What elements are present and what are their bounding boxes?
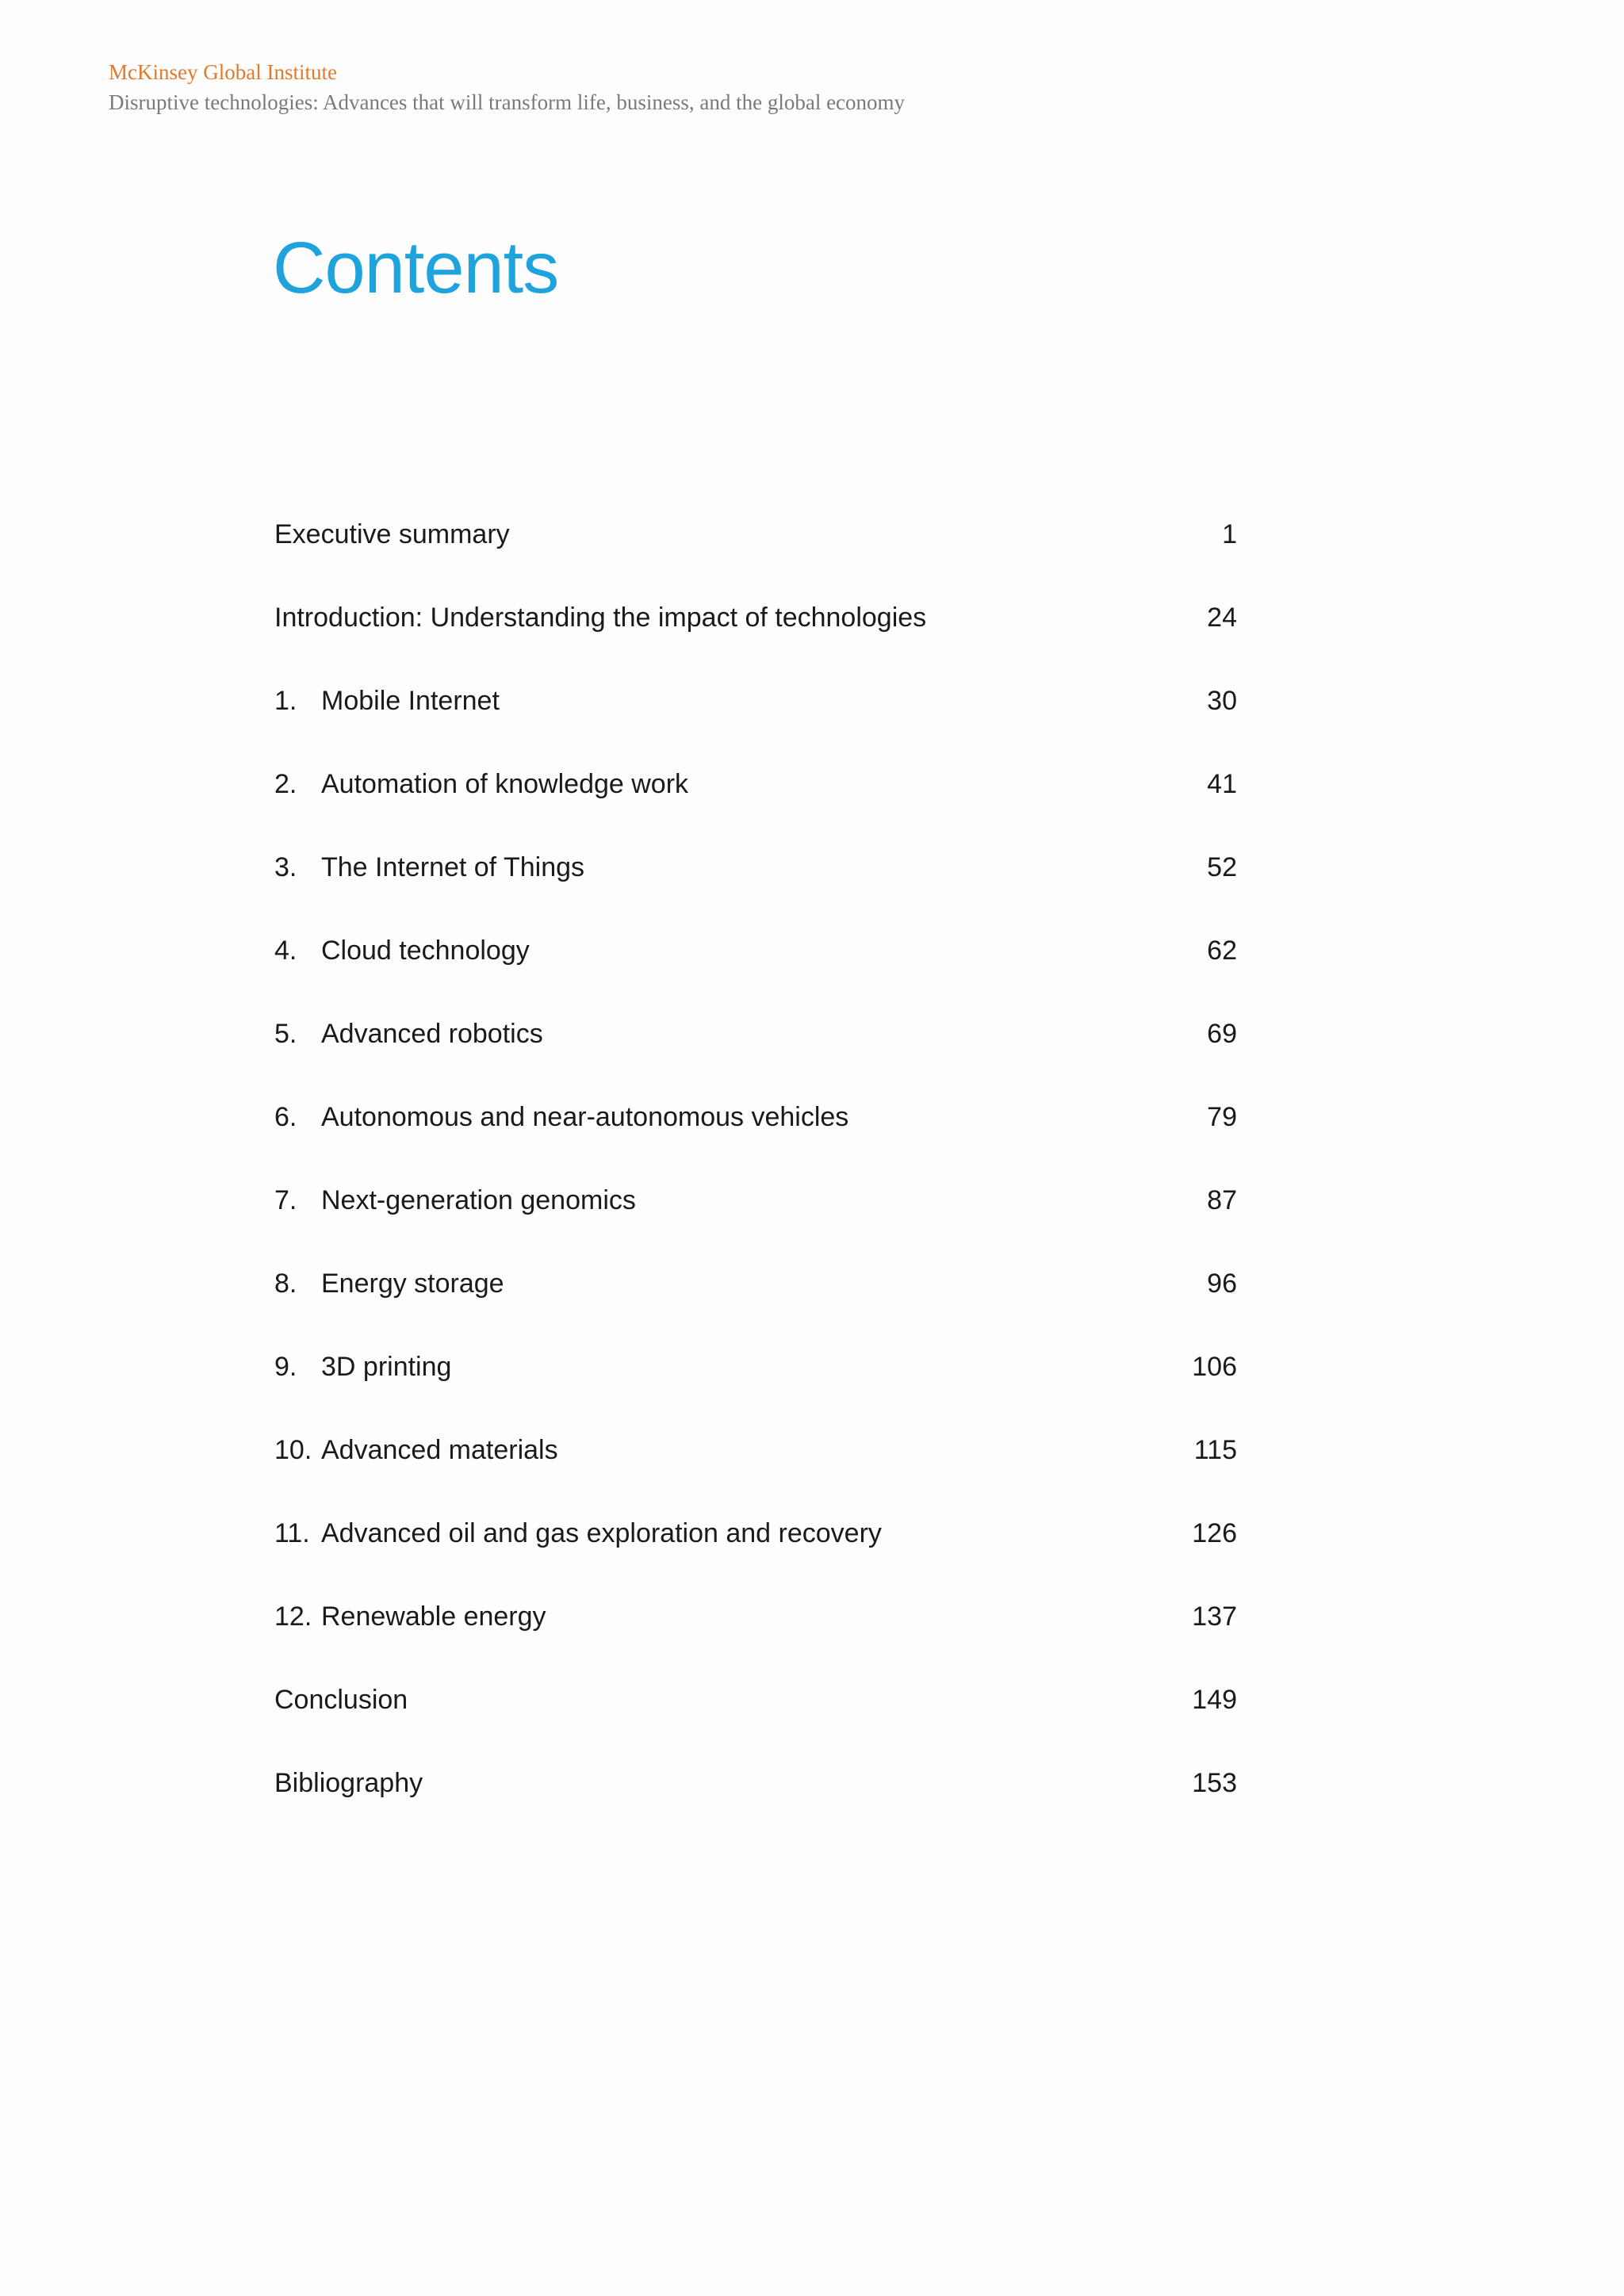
table-of-contents <box>274 507 1237 1839</box>
toc-page-number: 62 <box>1207 936 1237 966</box>
toc-chapter-number: 8. <box>274 1269 297 1299</box>
toc-entry-title: 3D printing <box>321 1352 452 1382</box>
toc-chapter-number: 6. <box>274 1102 297 1132</box>
toc-entry[interactable] <box>274 591 1237 674</box>
toc-page-number: 1 <box>1222 519 1237 549</box>
toc-page-number: 30 <box>1207 686 1237 716</box>
toc-entry[interactable] <box>274 757 1237 840</box>
toc-entry-title: Advanced materials <box>321 1435 558 1465</box>
toc-entry-title: Automation of knowledge work <box>321 769 689 799</box>
toc-entry[interactable] <box>274 507 1237 591</box>
toc-page-number: 79 <box>1207 1102 1237 1132</box>
toc-entry-title: Next-generation genomics <box>321 1185 636 1215</box>
toc-page-number: 115 <box>1193 1435 1237 1465</box>
toc-entry-title: Cloud technology <box>321 936 530 966</box>
toc-entry[interactable] <box>274 1257 1237 1340</box>
toc-page-number: 96 <box>1207 1269 1237 1299</box>
toc-page-number: 69 <box>1207 1019 1237 1049</box>
page-title: Contents <box>273 228 559 308</box>
toc-chapter-number: 2. <box>274 769 297 799</box>
toc-chapter-number: 9. <box>274 1352 297 1382</box>
toc-entry-title: Renewable energy <box>321 1601 546 1632</box>
toc-entry-title: Mobile Internet <box>321 686 500 716</box>
toc-entry-title: Conclusion <box>274 1685 408 1715</box>
toc-chapter-number: 10. <box>274 1435 312 1465</box>
toc-entry[interactable] <box>274 1173 1237 1257</box>
toc-entry-title: Introduction: Understanding the impact of technologies <box>274 603 927 633</box>
toc-chapter-number: 3. <box>274 852 297 882</box>
running-header <box>109 57 905 117</box>
toc-chapter-number: 4. <box>274 936 297 966</box>
toc-page-number: 137 <box>1192 1601 1237 1632</box>
toc-entry[interactable] <box>274 924 1237 1007</box>
toc-entry-title: Advanced oil and gas exploration and recovery <box>321 1518 882 1548</box>
toc-page-number: 149 <box>1192 1685 1237 1715</box>
toc-page-number: 126 <box>1192 1518 1237 1548</box>
toc-chapter-number: 5. <box>274 1019 297 1049</box>
toc-entry[interactable] <box>274 1090 1237 1173</box>
toc-chapter-number: 11. <box>274 1518 310 1548</box>
toc-chapter-number: 12. <box>274 1601 312 1632</box>
toc-entry[interactable] <box>274 1340 1237 1423</box>
toc-entry[interactable] <box>274 674 1237 757</box>
toc-page-number: 87 <box>1207 1185 1237 1215</box>
toc-page-number: 24 <box>1207 603 1237 633</box>
toc-page-number: 153 <box>1192 1768 1237 1798</box>
toc-entry-title: Energy storage <box>321 1269 504 1299</box>
report-title: Disruptive technologies: Advances that will transform life, business, and the global economy <box>109 90 906 114</box>
toc-entry-title: Executive summary <box>274 519 510 549</box>
toc-chapter-number: 7. <box>274 1185 297 1215</box>
toc-chapter-number: 1. <box>274 686 297 716</box>
toc-entry[interactable] <box>274 1673 1237 1756</box>
toc-entry-title: Autonomous and near-autonomous vehicles <box>321 1102 849 1132</box>
toc-entry[interactable] <box>274 840 1237 924</box>
toc-entry[interactable] <box>274 1506 1237 1590</box>
toc-page-number: 52 <box>1207 852 1237 882</box>
toc-page-number: 106 <box>1192 1352 1237 1382</box>
organization-name: McKinsey Global Institute <box>109 60 337 84</box>
toc-entry[interactable] <box>274 1007 1237 1090</box>
toc-entry-title: Bibliography <box>274 1768 423 1798</box>
toc-entry[interactable] <box>274 1756 1237 1839</box>
toc-entry-title: Advanced robotics <box>321 1019 543 1049</box>
toc-entry[interactable] <box>274 1590 1237 1673</box>
toc-entry-title: The Internet of Things <box>321 852 585 882</box>
toc-entry[interactable] <box>274 1423 1237 1506</box>
toc-page-number: 41 <box>1207 769 1237 799</box>
